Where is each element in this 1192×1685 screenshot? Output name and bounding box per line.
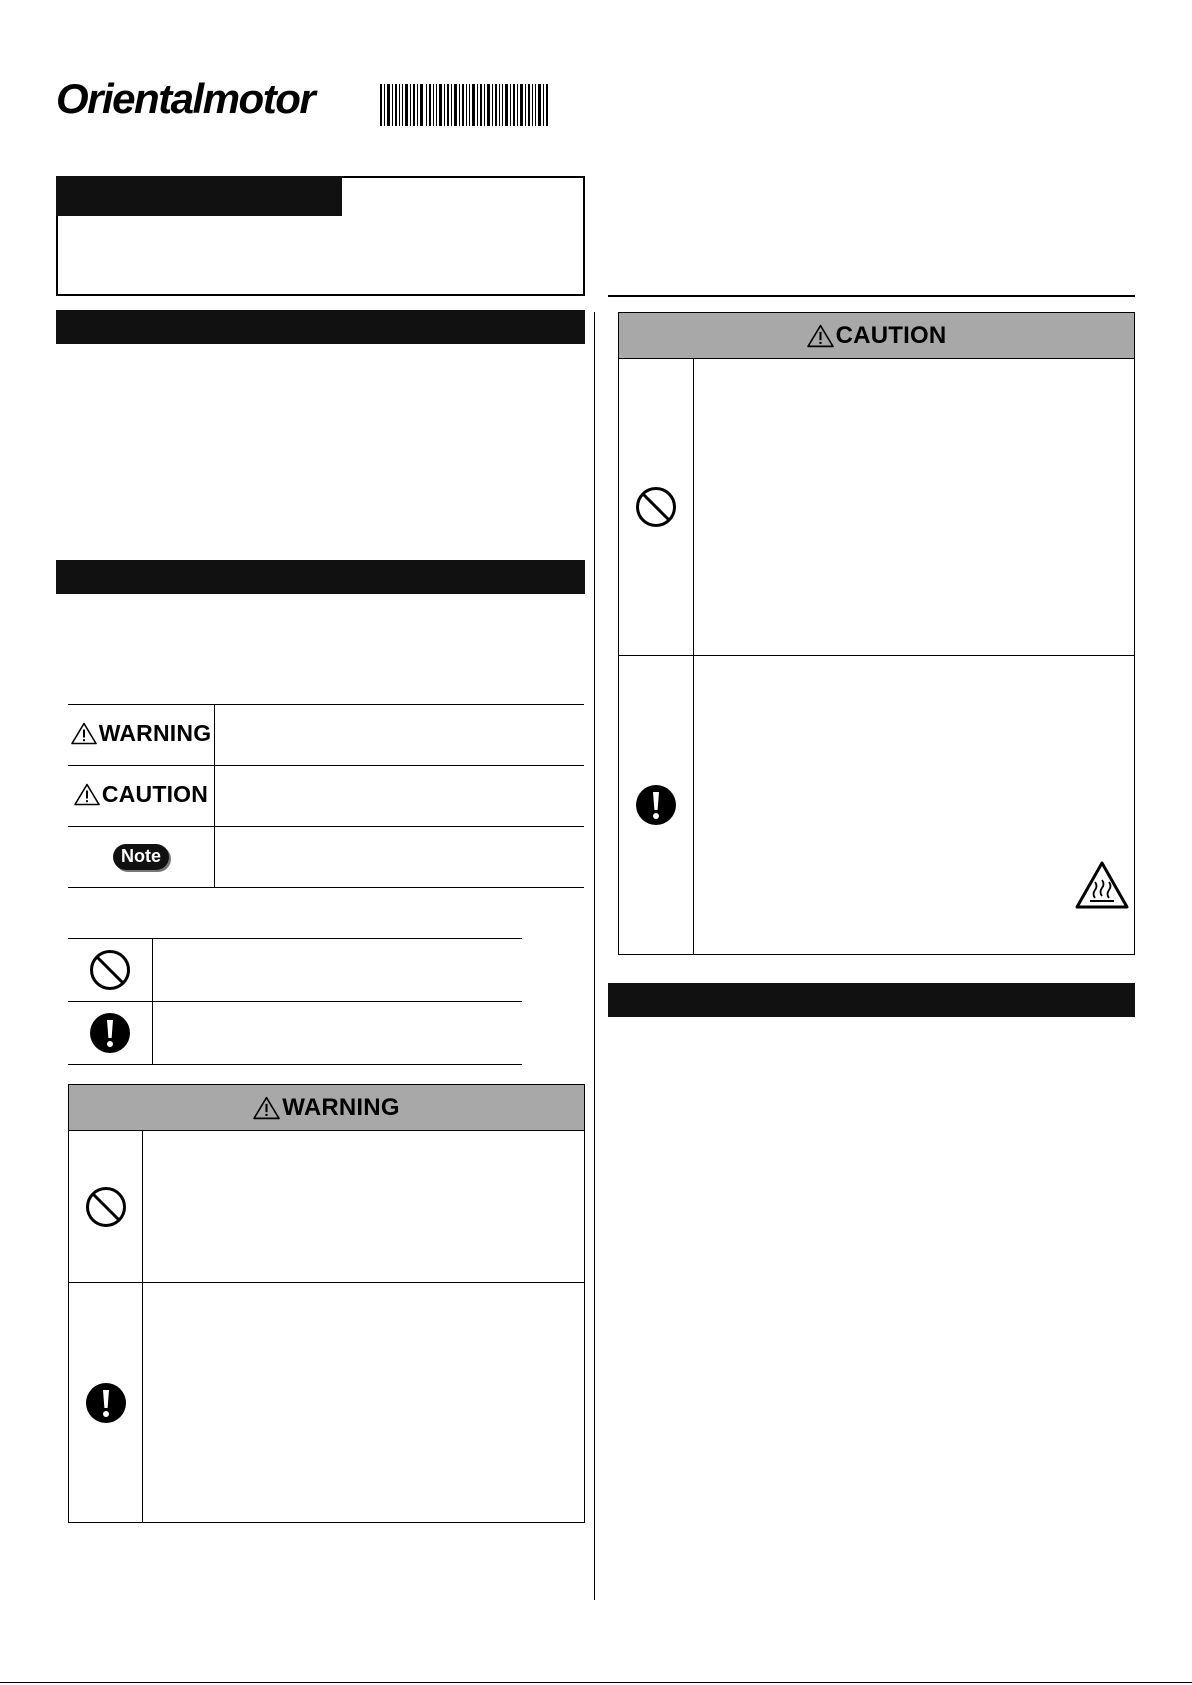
mandatory-action-icon bbox=[635, 784, 677, 826]
caution-box bbox=[618, 312, 1135, 955]
warning-row-prohibited bbox=[69, 1131, 584, 1282]
warning-triangle-icon bbox=[253, 1096, 280, 1120]
warning-triangle-icon bbox=[807, 324, 834, 348]
section-bar-2 bbox=[56, 560, 585, 594]
section-bar-3 bbox=[608, 983, 1135, 1017]
column-divider bbox=[594, 312, 595, 1600]
signal-word-warning: WARNING bbox=[98, 720, 212, 746]
warning-triangle-icon bbox=[74, 783, 100, 806]
title-tab bbox=[56, 176, 342, 216]
caution-row-prohibited bbox=[619, 359, 1134, 655]
symbol-row-prohibited bbox=[68, 939, 522, 1002]
hot-surface-icon bbox=[1074, 860, 1130, 910]
note-badge: Note bbox=[113, 844, 169, 870]
signal-desc-note bbox=[215, 827, 585, 888]
warning-box bbox=[68, 1084, 585, 1523]
brand-logo: Orientalmotor bbox=[56, 75, 315, 122]
prohibition-icon bbox=[635, 486, 677, 528]
signal-word-table bbox=[68, 704, 584, 888]
mandatory-action-icon bbox=[89, 1012, 131, 1054]
section-bar-1 bbox=[56, 310, 585, 344]
signal-word-caution: CAUTION bbox=[101, 781, 209, 807]
warning-triangle-icon bbox=[71, 722, 97, 745]
caution-box-header bbox=[619, 313, 1134, 359]
symbol-desc-prohibited bbox=[153, 939, 523, 1002]
caution-row-mandatory bbox=[619, 655, 1134, 954]
title-rule bbox=[608, 295, 1135, 297]
symbol-desc-mandatory bbox=[153, 1002, 523, 1065]
symbol-row-mandatory bbox=[68, 1002, 522, 1065]
warning-box-title: WARNING bbox=[282, 1093, 400, 1121]
mandatory-action-icon bbox=[85, 1382, 127, 1424]
signal-row-caution bbox=[68, 766, 584, 827]
prohibition-icon bbox=[85, 1186, 127, 1228]
barcode-icon bbox=[380, 84, 548, 126]
prohibition-icon bbox=[89, 949, 131, 991]
symbol-table bbox=[68, 938, 522, 1065]
caution-box-title: CAUTION bbox=[835, 321, 947, 349]
signal-desc-caution bbox=[215, 766, 585, 827]
warning-row-mandatory bbox=[69, 1282, 584, 1522]
signal-row-note bbox=[68, 827, 584, 888]
page-bottom-rule bbox=[0, 1682, 1192, 1683]
signal-row-warning bbox=[68, 705, 584, 766]
warning-box-header bbox=[69, 1085, 584, 1131]
signal-desc-warning bbox=[215, 705, 585, 766]
